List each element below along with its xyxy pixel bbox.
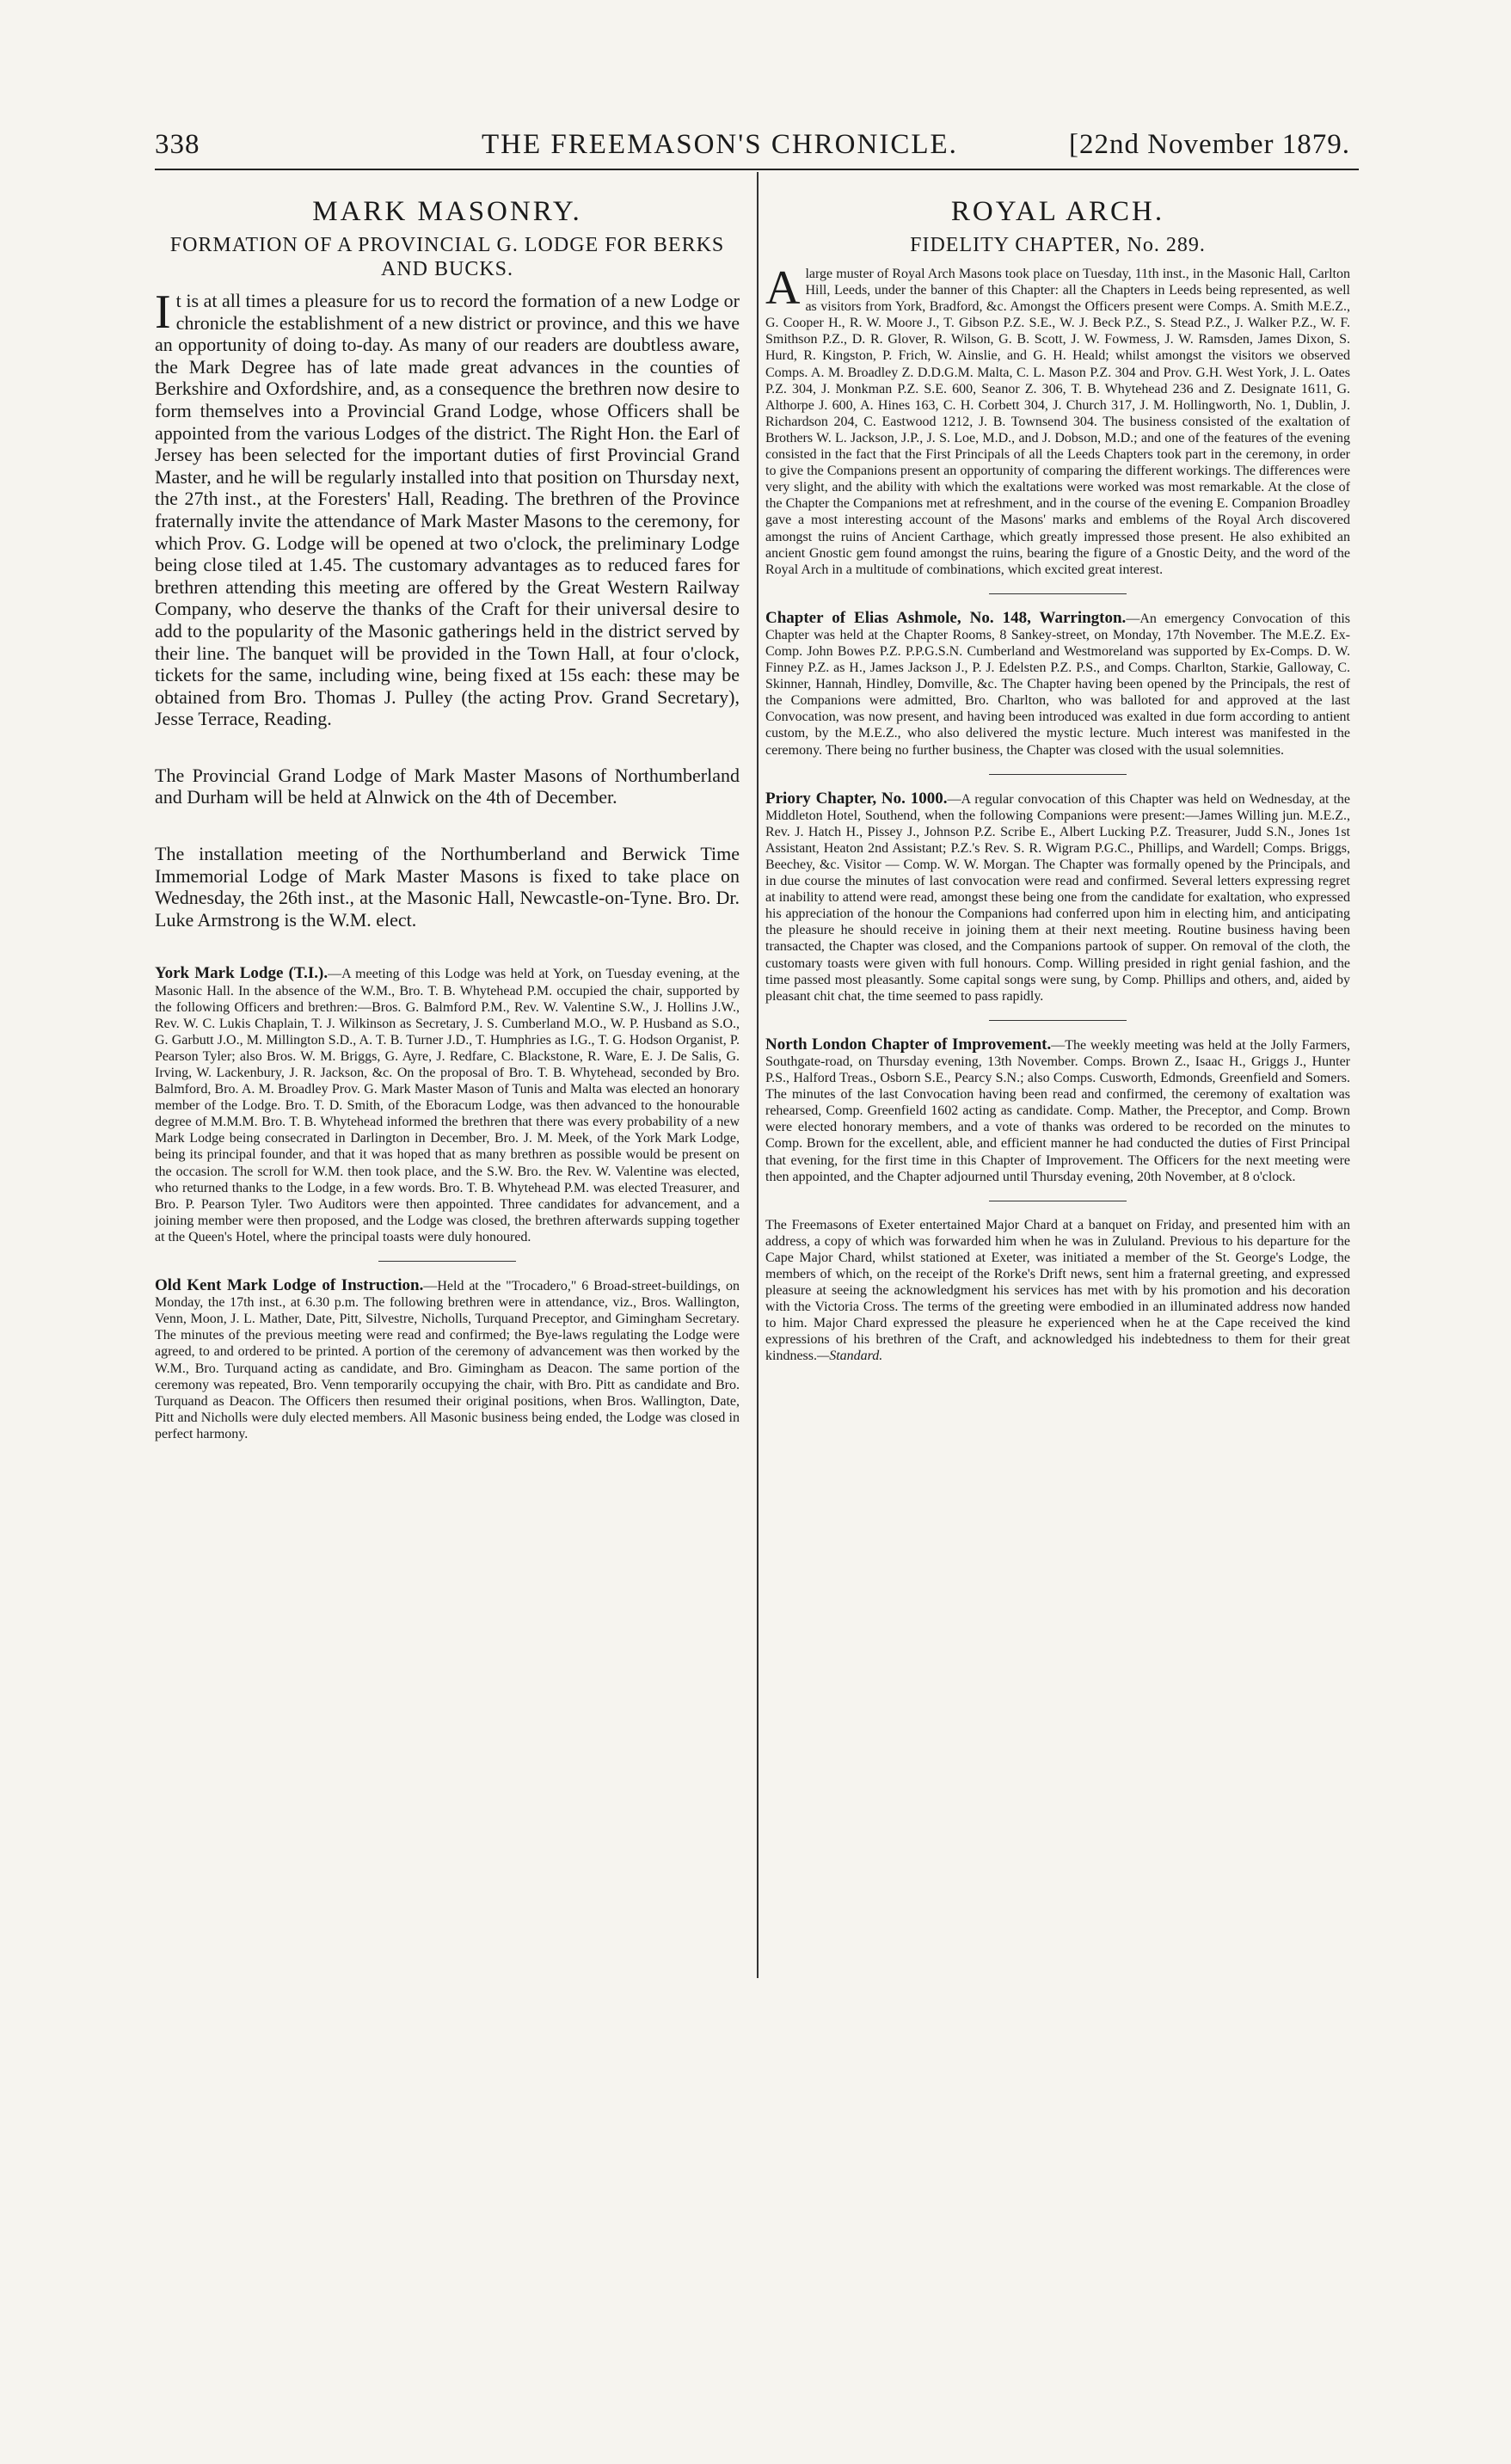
article-paragraph [765,610,1350,759]
article-paragraph [765,1217,1350,1365]
divider [989,774,1127,775]
article-subheading: FIDELITY CHAPTER, No. 289. [910,234,1206,256]
article-paragraph: The installation meeting of the Northumberland and Berwick Time Immemorial Lodge of Mark Master Masons is fixed to take place on Wednesday, the 26th inst., at the Masonic Hall, Newcastle-on-Tyne. Bro. Dr. Luke Armstrong is the W.M. elect. [155,843,740,931]
article-paragraph [765,790,1350,1005]
article-paragraph: The Provincial Grand Lodge of Mark Master Masons of Northumberland and Durham will be held at Alnwick on the 4th of December. [155,764,740,808]
newspaper-page [155,129,1359,2365]
article-paragraph [155,1277,740,1442]
paragraph-body: The Freemasons of Exeter entertained Major Chard at a banquet on Friday, and presented him with an address, a copy of which was forwarded him when he was in Zululand. Previous to his departure for the Cape Major Chard, whilst stationed at Exeter, was initiated a member of the St. George's Lodge, the members of which, on the receipt of the Rorke's Drift news, sent him a fraternal greeting, and expressed pleasure at seeing the acknowledgment his services has met with by his promotion and his decoration with the Victoria Cross. The terms of the greeting were embodied in an illuminated address now handed to him. Major Chard expressed the pleasure he experienced when he at the Cape received the kind expressions of his brethren of the Craft, and acknowledged his indebtedness to them for their great kindness. [765,1217,1350,1364]
column-divider [757,172,759,1978]
article-subheading: FORMATION OF A PROVINCIAL G. LODGE FOR BERKS AND BUCKS. [169,234,725,280]
masthead [155,129,1359,163]
section-heading-mark-masonry: MARK MASONRY. [312,196,582,227]
source-attribution: —Standard. [817,1349,883,1364]
issue-date: [22nd November 1879. [1068,129,1350,160]
masthead-rule [155,169,1359,170]
paragraph-lead: Old Kent Mark Lodge of Instruction. [155,1276,424,1295]
article-paragraph [765,1036,1350,1185]
article-paragraph: Alarge muster of Royal Arch Masons took place on Tuesday, 11th inst., in the Masonic Hall, Carlton Hill, Leeds, under the banner of this Chapter: all the Chapters in Leeds being represented, as well as visitors from York, Bradford, &c. Amongst the Officers present were Comps. A. Smith M.E.Z., G. Cooper H., R. W. Moore J., T. Gibson P.Z. S.E., W. J. Beck P.Z., S. Stead P.Z., J. Walker P.Z., W. F. Smithson P.Z., D. R. Glover, R. Wilson, G. B. Scott, J. W. Fowmess, J. W. Ramsden, James Dixon, S. Hurd, R. Kingston, P. Frich, W. Ainslie, and G. H. Heald; whilst amongst the visitors we observed Comps. A. M. Broadley Z. D.D.G.M. Malta, C. L. Mason P.Z. 304 and Prov. G.H. West York, J. L. Oates P.Z. 304, J. Monkman P.Z. S.E. 600, Seanor Z. 306, T. B. Whytehead 236 and Z. Designate 1611, G. Althorpe J. 600, A. Hines 163, C. H. Corbett 304, J. Church 317, J. M. Hollingworth, No. 1, Dublin, J. Richardson 204, C. Eastwood 1212, J. B. Townsend 304. The business consisted of the exaltation of Brothers W. L. Jackson, J.P., J. S. Loe, M.D., and J. Dobson, M.D.; and one of the features of the evening consisted in the fact that the First Principals of all the Leeds Chapters took part in the ceremony, in order to give the Companions present an opportunity of comparing the different workings. The differences were very slight, and the ability with which the exaltations were worked was most remarkable. At the close of the Chapter the Companions met at refreshment, and in the course of the evening E. Companion Broadley gave a most interesting account of the Masons' marks and emblems of the Royal Arch discovered amongst the ruins of Ancient Carthage, which greatly impressed those present. He also exhibited an ancient Gnostic gem found amongst the ruins, bearing the figure of a Gnostic Deity, and the word of the Royal Arch in a multitude of combinations, which excited great interest. [765,261,1350,577]
divider [378,1261,516,1262]
left-column [155,181,740,1442]
paragraph-body: —Held at the "Trocadero," 6 Broad-street-buildings, on Monday, the 17th inst., at 6.30 p.m. The following brethren were in attendance, viz., Bros. Wallington, Venn, Moon, J. L. Mather, Date, Pitt, Silvestre, Nicholls, Turquand Preceptor, and Gimingham Secretary. The minutes of the previous meeting were read and confirmed; the Bye-laws regulating the Lodge were agreed, to and ordered to be printed. A portion of the ceremony of advancement was then worked by the W.M., Bro. Turquand acting as candidate, and Bro. Gimingham as Deacon. The same portion of the ceremony was repeated, Bro. Venn temporarily occupying the chair, with Bro. Pitt as candidate and Bro. Turquand as Deacon. The Officers then resumed their original positions, when Bros. Wallington, Date, Pitt and Nicholls were duly elected members. All Masonic business being ended, the Lodge was closed in perfect harmony. [155,1279,740,1441]
page-number: 338 [155,129,200,160]
paragraph-lead: Priory Chapter, No. 1000. [765,789,948,808]
section-heading-royal-arch: ROYAL ARCH. [950,196,1165,227]
paragraph-body: —The weekly meeting was held at the Jolly Farmers, Southgate-road, on Thursday evening, 13th November. Comps. Brown Z., Isaac H., Griggs J., Hunter P.S., Halford Treas., Osborn S.E., Pearcy S.N.; also Comps. Cusworth, Edmonds, Greenfield and Somers. The minutes of the last Convocation having been read and confirmed, the ceremony of exaltation was rehearsed, Comp. Greenfield 1602 acting as candidate. Comp. Mather, the Preceptor, and Comp. Brown were elected honorary members, and a vote of thanks was ordered to be recorded on the minutes to Comp. Brown for the excellent, able, and efficient manner he had conducted the duties of First Principal that evening, for the first time in this Chapter of Improvement. The Officers for the next meeting were then appointed, and the Chapter adjourned until Thursday evening, 20th November, at 8 o'clock. [765,1037,1350,1184]
paragraph-body: —An emergency Convocation of this Chapter was held at the Chapter Rooms, 8 Sankey-street, on Monday, 17th November. The M.E.Z. Ex-Comp. John Bowes P.Z. P.P.G.S.N. Cumberland and Westmoreland was supported by Ex-Comps. D. W. Finney P.Z. as H., James Jackson J., P. J. Edelsten P.Z. P.S., and Comps. Charlton, Starkie, Galloway, C. Skinner, Hannah, Hindley, Domville, &c. The Chapter having been opened by the Principals, the rest of the Companions were admitted, Bro. Charlton, who was balloted for and approved at the last Convocation, was now present, and having been introduced was exalted in due form according to antient custom, by the M.E.Z., who also delivered the mystic lecture. Much interest was manifested in the ceremony. There being no further business, the Chapter was closed with the usual solemnities. [765,611,1350,758]
paragraph-lead: North London Chapter of Improvement. [765,1035,1052,1054]
article-paragraph [155,965,740,1245]
paragraph-body: —A regular convocation of this Chapter was held on Wednesday, at the Middleton Hotel, Southend, when the following Companions were present:—James Willing jun. M.E.Z., Rev. J. Hatch H., Pissey J., Johnson P.Z. Scribe E., Albert Lucking P.Z. Treasurer, Judd S.N., Jones 1st Assistant, Heaton 2nd Assistant; P.Z.'s Rev. S. R. Wigram P.G.C., Phillips, and Wardell; Comps. Briggs, Beechey, &c. Visitor — Comp. W. W. Morgan. The Chapter was formally opened by the Principals, and in due course the minutes of last convocation were read and confirmed. Several letters expressing regret at inability to attend were read, amongst these being one from the candidate for exaltation, who expressed his appreciation of the honour the Companions had conferred upon him in electing him, and anticipating the pleasure he should receive in joining them at their next meeting. Routine business having been transacted, the Chapter was closed, and the Companions partook of supper. On removal of the cloth, the customary toasts were given with full honours. Comp. Willing presided in right genial fashion, and the time passed most pleasantly. Some capital songs were sung, by Comp. Phillips and others, and, aided by pleasant chit chat, the time seemed to pass rapidly. [765,791,1351,1004]
paragraph-body: —A meeting of this Lodge was held at York, on Tuesday evening, at the Masonic Hall. In the absence of the W.M., Bro. T. B. Whytehead P.M. occupied the chair, supported by the following Officers and brethren:—Bros. G. Balmford P.M., Rev. W. Valentine S.W., J. Hollins J.W., Rev. W. C. Lukis Chaplain, T. J. Wilkinson as Secretary, J. S. Cumberland M.O., W. P. Husband as S.O., G. Garbutt J.O., M. Millington S.D., A. T. B. Turner J.D., T. Humphries as I.G., T. G. Hodson Organist, P. Pearson Tyler; also Bros. W. M. Briggs, G. Ayre, J. Redfare, C. Blackstone, R. Ware, E. J. De Salis, G. Irving, W. Lackenbury, J. R. Jackson, &c. On the proposal of Bro. T. B. Whytehead, seconded by Bro. Balmford, Bro. A. M. Broadley Prov. G. Mark Master Mason of Tunis and Malta was elected an honorary member of the Lodge. Bro. T. D. Smith, of the Eboracum Lodge, was then advanced to the honourable degree of M.M.M. Bro. T. B. Whytehead informed the brethren that there was every probability of a new Mark Lodge being consecrated in Darlington in December, Bro. J. M. Meek, of the York Mark Lodge, being its principal founder, and that it was hoped that as many brethren as possible would be present on the occasion. The scroll for W.M. then took place, and the S.W. Bro. the Rev. W. Valentine was elected, who returned thanks to the Lodge, in a few words. Bro. T. B. Whytehead P.M. was elected Treasurer, and Bro. P. Pearson Tyler. Two Auditors were then appointed. Three candidates for advancement, and a joining member were then proposed, and the Lodge was closed, the brethren afterwards supping together at the Queen's Hotel, where the principal toasts were duly honoured. [155,967,740,1244]
paragraph-lead: York Mark Lodge (T.I.). [155,964,329,983]
divider [989,1020,1127,1021]
publication-title: THE FREEMASON'S CHRONICLE. [482,129,958,160]
right-column [765,181,1350,1365]
article-paragraph: It is at all times a pleasure for us to record the formation of a new Lodge or chronicle the establishment of a new district or province, and this we have an opportunity of doing to-day. As many of our readers are doubtless aware, the Mark Degree has of late made great advances in the counties of Berkshire and Oxfordshire, and, as a consequence the brethren now desire to form themselves into a Provincial Grand Lodge, whose Officers shall be appointed from the various Lodges of the district. The Right Hon. the Earl of Jersey has been selected for the important duties of first Provincial Grand Master, and he will be regularly installed into that position on Thursday next, the 27th inst., at the Foresters' Hall, Reading. The brethren of the Province fraternally invite the attendance of Mark Master Masons to the ceremony, for which Prov. G. Lodge will be opened at two o'clock, the preliminary Lodge being close tiled at 1.45. The customary advantages as to reduced fares for brethren attending this meeting are offered by the Great Western Railway Company, who deserve the thanks of the Craft for their universal desire to add to the popularity of the Masonic gatherings held in the district served by their line. The banquet will be provided in the Town Hall, at four o'clock, tickets for the same, including wine, being fixed at 15s each: these may be obtained from Bro. Thomas J. Pulley (the acting Prov. Grand Secretary), Jesse Terrace, Reading. [155,286,740,730]
paragraph-lead: Chapter of Elias Ashmole, No. 148, Warrington. [765,608,1127,627]
divider [989,593,1127,594]
